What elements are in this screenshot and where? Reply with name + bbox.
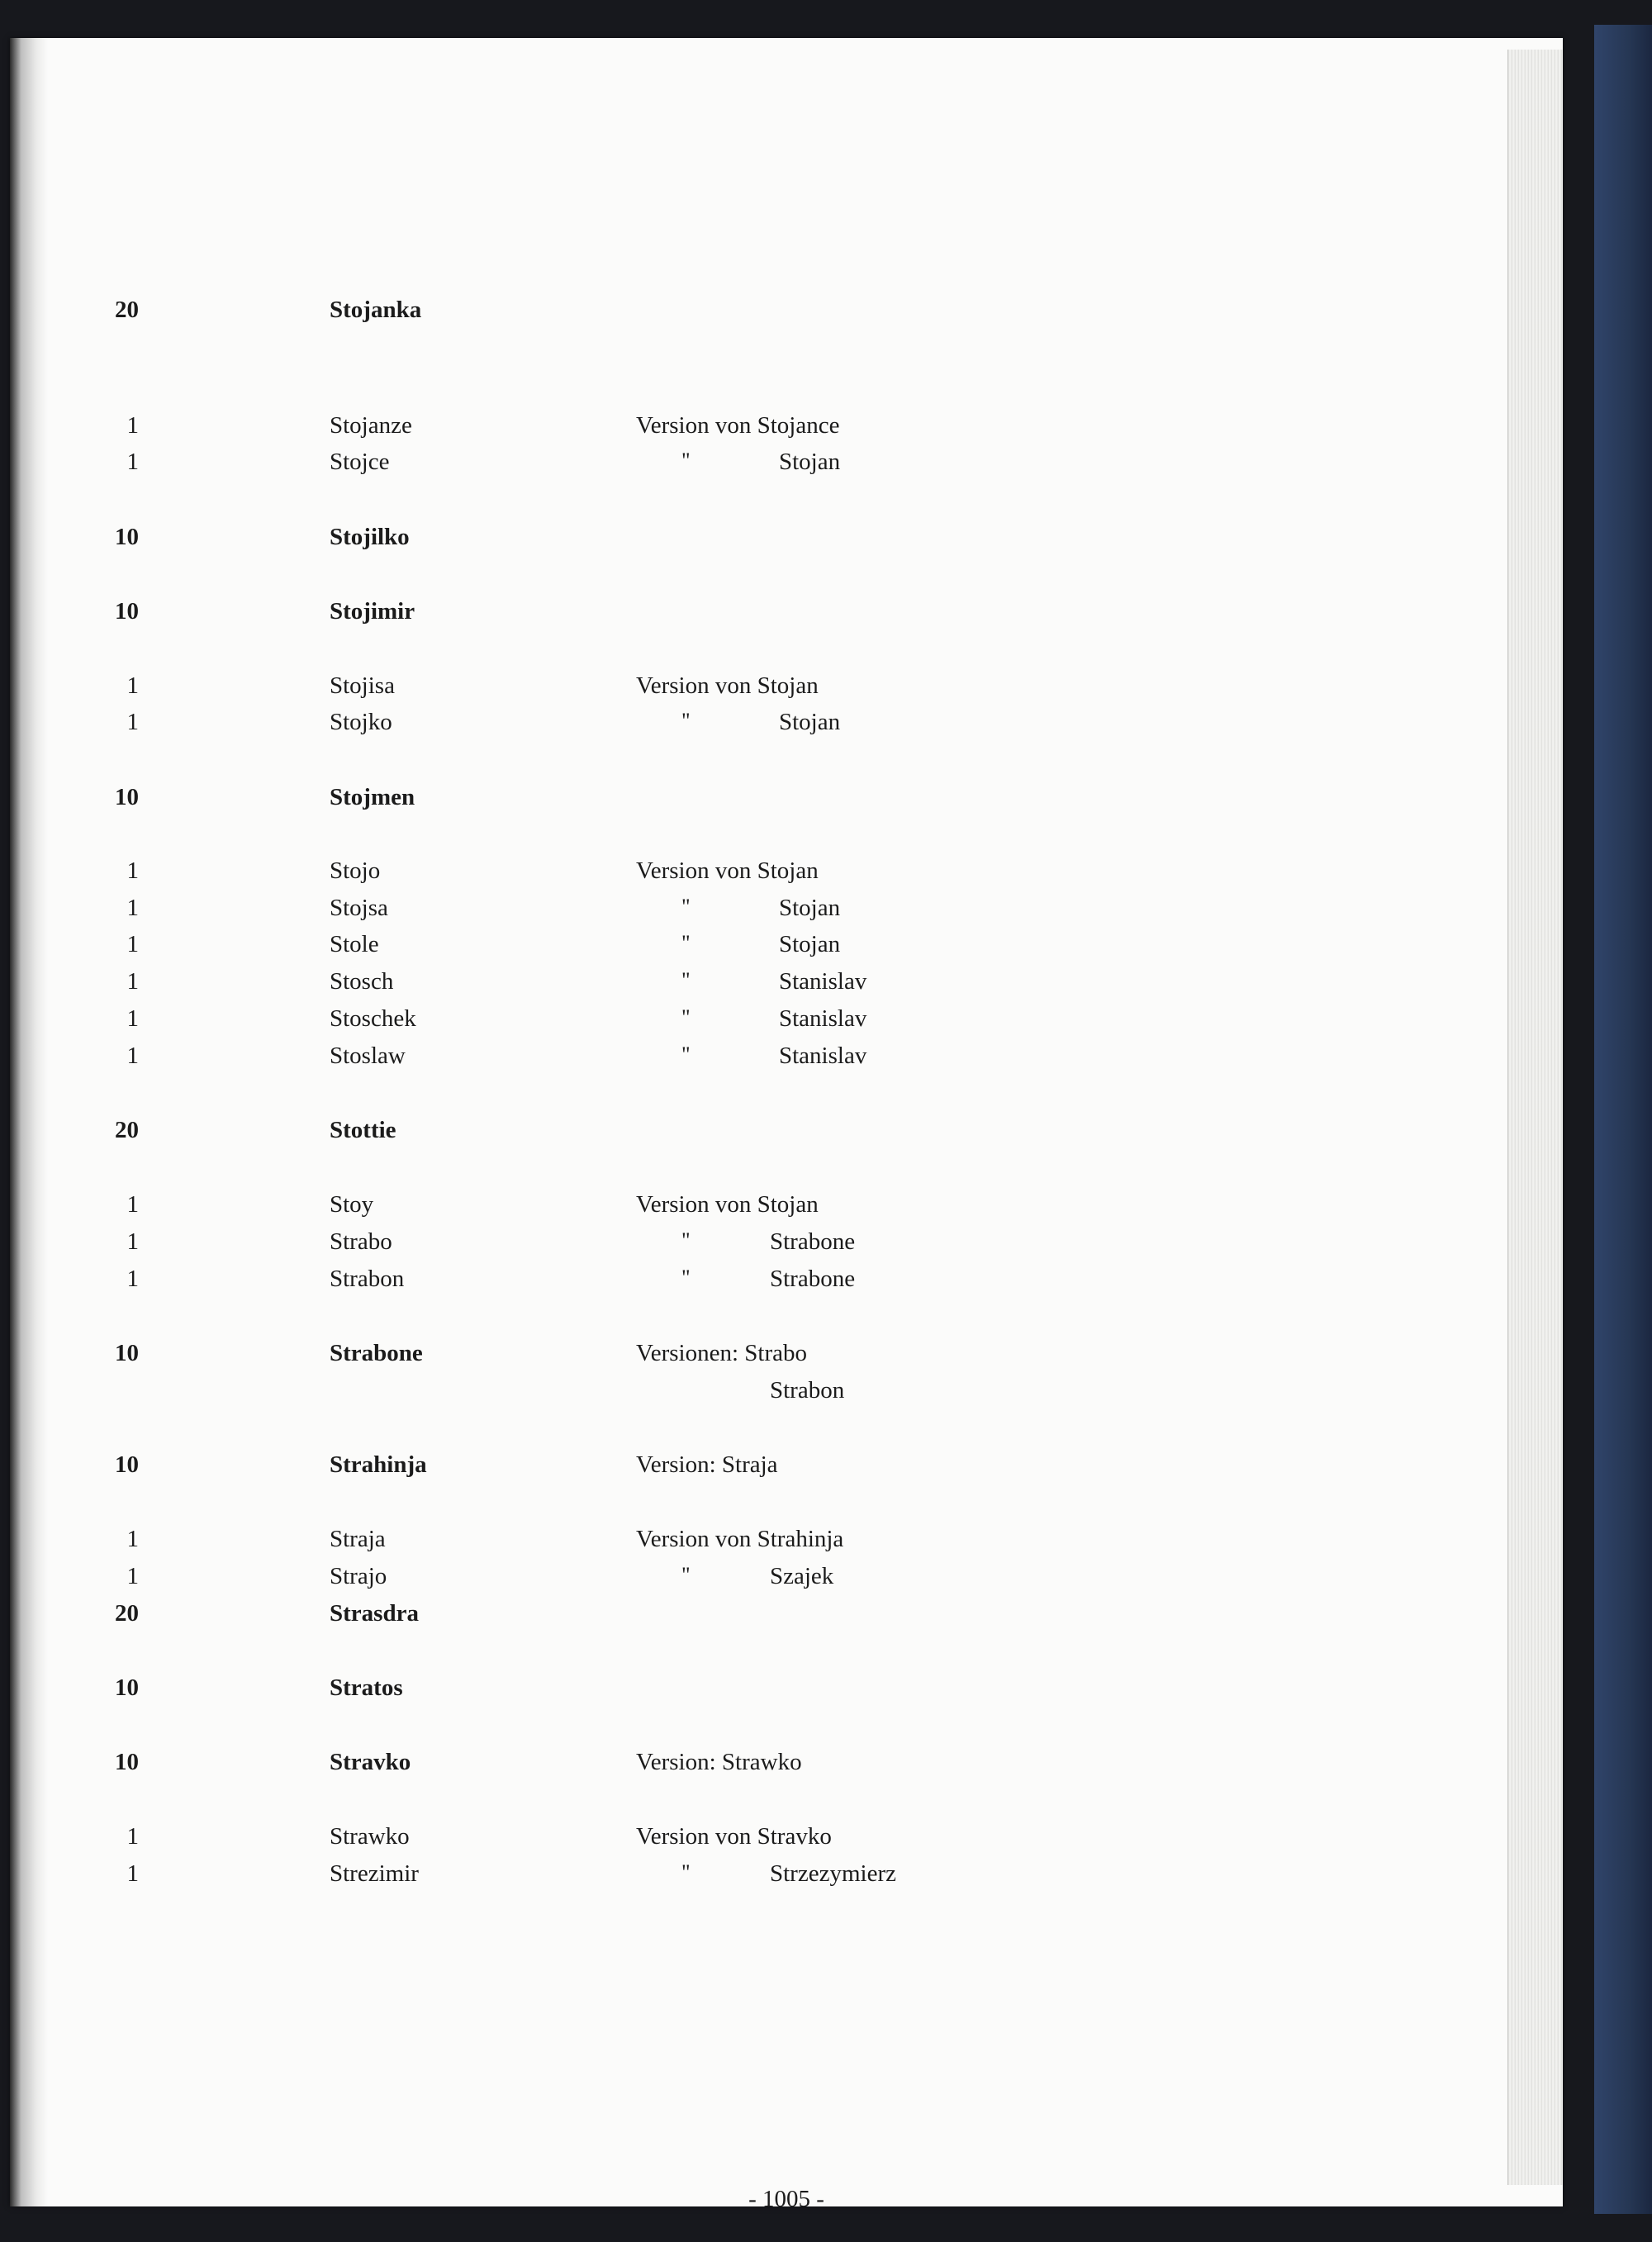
entry-note-target: Strabone <box>770 1228 856 1255</box>
entry-note-target: Stojan <box>779 709 841 735</box>
name-entry-list <box>10 38 1563 2206</box>
entry-row <box>10 1266 1001 1302</box>
entry-row <box>10 1117 1001 1153</box>
entry-count: 1 <box>126 931 139 957</box>
entry-count: 20 <box>115 1117 139 1143</box>
entry-note: Version von Stojan <box>636 672 819 699</box>
entry-count: 1 <box>126 857 139 884</box>
entry-note: Versionen: Strabo <box>636 1340 807 1366</box>
entry-note: Version: Straja <box>636 1451 778 1478</box>
entry-count: 1 <box>126 1563 139 1589</box>
entry-name: Stravko <box>330 1749 411 1775</box>
entry-count: 1 <box>126 1228 139 1255</box>
entry-row <box>10 1377 1001 1413</box>
entry-name: Strahinja <box>330 1451 427 1478</box>
entry-name: Straja <box>330 1526 386 1552</box>
entry-count: 1 <box>126 1266 139 1292</box>
entry-row <box>10 449 1001 485</box>
entry-count: 10 <box>115 1451 139 1478</box>
entry-row <box>10 1340 1001 1376</box>
entry-count: 10 <box>115 1674 139 1701</box>
entry-name: Stojmen <box>330 784 415 810</box>
entry-row <box>10 1860 1001 1897</box>
entry-count: 1 <box>126 1005 139 1032</box>
ditto-mark: " <box>681 931 691 955</box>
entry-row <box>10 1043 1001 1079</box>
entry-count: 1 <box>126 672 139 699</box>
entry-count: 1 <box>126 1860 139 1887</box>
entry-note-target: Szajek <box>770 1563 834 1589</box>
entry-name: Strabon <box>330 1266 405 1292</box>
entry-name: Stratos <box>330 1674 403 1701</box>
entry-name: Stojko <box>330 709 392 735</box>
entry-name: Strezimir <box>330 1860 419 1887</box>
entry-row <box>10 1228 1001 1265</box>
entry-count: 1 <box>126 895 139 921</box>
entry-note-target: Strabone <box>770 1266 856 1292</box>
ditto-mark: " <box>681 1005 691 1029</box>
entry-count: 1 <box>126 449 139 475</box>
entry-name: Stojisa <box>330 672 395 699</box>
entry-row <box>10 1674 1001 1711</box>
entry-name: Stoschek <box>330 1005 416 1032</box>
entry-count: 10 <box>115 1340 139 1366</box>
entry-row <box>10 857 1001 894</box>
entry-row <box>10 412 1001 449</box>
entry-name: Strabone <box>330 1340 423 1366</box>
entry-count: 10 <box>115 1749 139 1775</box>
entry-count: 20 <box>115 297 139 323</box>
ditto-mark: " <box>681 1266 691 1290</box>
ditto-mark: " <box>681 1860 691 1884</box>
ditto-mark: " <box>681 1563 691 1587</box>
entry-name: Strabo <box>330 1228 392 1255</box>
entry-name: Stojsa <box>330 895 388 921</box>
entry-row <box>10 1600 1001 1636</box>
entry-note-target: Stanislav <box>779 1043 867 1069</box>
entry-row <box>10 709 1001 745</box>
entry-count: 1 <box>126 412 139 439</box>
entry-name: Stojanka <box>330 297 422 323</box>
ditto-mark: " <box>681 709 691 733</box>
entry-note-target: Strzezymierz <box>770 1860 896 1887</box>
entry-count: 1 <box>126 1823 139 1850</box>
entry-note: Version von Stravko <box>636 1823 832 1850</box>
entry-name: Stole <box>330 931 379 957</box>
entry-count: 10 <box>115 524 139 550</box>
entry-row <box>10 1191 1001 1228</box>
entry-note-target: Strabon <box>770 1377 845 1404</box>
entry-name: Stoy <box>330 1191 374 1218</box>
entry-name: Strasdra <box>330 1600 419 1627</box>
entry-name: Stojilko <box>330 524 410 550</box>
entry-count: 1 <box>126 1191 139 1218</box>
entry-note-target: Stanislav <box>779 1005 867 1032</box>
entry-note-target: Stojan <box>779 931 841 957</box>
entry-name: Stosch <box>330 968 394 995</box>
entry-note-target: Stanislav <box>779 968 867 995</box>
entry-name: Stoslaw <box>330 1043 406 1069</box>
entry-count: 1 <box>126 1526 139 1552</box>
page-number: - 1005 - <box>748 2186 824 2212</box>
entry-row <box>10 968 1001 1005</box>
entry-row <box>10 297 1001 333</box>
entry-count: 1 <box>126 709 139 735</box>
entry-note: Version von Stojance <box>636 412 840 439</box>
entry-name: Strajo <box>330 1563 387 1589</box>
entry-row <box>10 1005 1001 1042</box>
book-page <box>10 38 1563 2212</box>
entry-note: Version von Stojan <box>636 1191 819 1218</box>
entry-row <box>10 1451 1001 1488</box>
ditto-mark: " <box>681 895 691 919</box>
entry-row <box>10 1749 1001 1785</box>
entry-row <box>10 1563 1001 1599</box>
entry-row <box>10 1526 1001 1562</box>
ditto-mark: " <box>681 968 691 992</box>
entry-count: 1 <box>126 1043 139 1069</box>
entry-name: Strawko <box>330 1823 410 1850</box>
entry-count: 10 <box>115 784 139 810</box>
entry-count: 10 <box>115 598 139 625</box>
entry-note-target: Stojan <box>779 449 841 475</box>
entry-row <box>10 1823 1001 1860</box>
ditto-mark: " <box>681 1043 691 1066</box>
entry-row <box>10 598 1001 634</box>
entry-name: Stojo <box>330 857 381 884</box>
entry-row <box>10 895 1001 931</box>
entry-row <box>10 524 1001 560</box>
entry-name: Stottie <box>330 1117 396 1143</box>
entry-row <box>10 784 1001 820</box>
ditto-mark: " <box>681 1228 691 1252</box>
ditto-mark: " <box>681 449 691 473</box>
entry-note: Version von Strahinja <box>636 1526 844 1552</box>
entry-note-target: Stojan <box>779 895 841 921</box>
entry-count: 1 <box>126 968 139 995</box>
entry-note: Version von Stojan <box>636 857 819 884</box>
entry-name: Stojimir <box>330 598 415 625</box>
entry-name: Stojce <box>330 449 390 475</box>
entry-name: Stojanze <box>330 412 412 439</box>
entry-row <box>10 672 1001 709</box>
entry-row <box>10 931 1001 967</box>
book-cover-edge <box>1594 25 1652 2214</box>
entry-count: 20 <box>115 1600 139 1627</box>
entry-note: Version: Strawko <box>636 1749 802 1775</box>
